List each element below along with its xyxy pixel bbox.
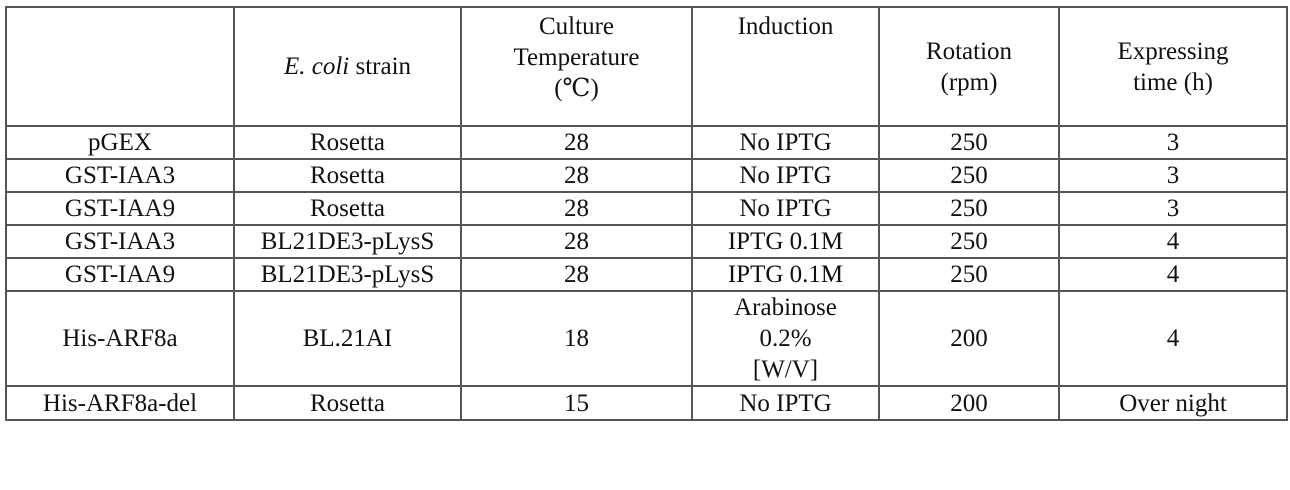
cell-construct: GST-IAA3	[6, 225, 234, 258]
header-strain	[234, 7, 461, 126]
cell-rotation: 250	[879, 258, 1059, 291]
table-row	[6, 386, 1287, 420]
cell-construct: GST-IAA9	[6, 192, 234, 225]
header-expressing-time	[1059, 7, 1287, 126]
header-time-line-2: time (h)	[1133, 68, 1213, 96]
cell-strain: Rosetta	[234, 159, 461, 192]
cell-rotation: 250	[879, 225, 1059, 258]
table-row	[6, 258, 1287, 291]
cell-temp: 28	[461, 192, 692, 225]
header-rotation-line-2: (rpm)	[940, 68, 998, 96]
header-strain-rest: strain	[349, 53, 412, 80]
cell-time: 4	[1059, 258, 1287, 291]
header-strain-italic: E. coli	[283, 53, 350, 80]
cell-temp: 28	[461, 258, 692, 291]
cell-rotation: 200	[879, 291, 1059, 386]
cell-rotation: 250	[879, 192, 1059, 225]
table-row	[6, 291, 1287, 386]
table-row	[6, 225, 1287, 258]
cell-strain: BL21DE3-pLysS	[234, 258, 461, 291]
cell-construct: pGEX	[6, 126, 234, 159]
cell-induction: IPTG 0.1M	[692, 225, 879, 258]
cell-rotation: 250	[879, 159, 1059, 192]
table-row	[6, 192, 1287, 225]
cell-induction: No IPTG	[692, 126, 879, 159]
cell-temp: 28	[461, 159, 692, 192]
cell-temp: 28	[461, 225, 692, 258]
table-row	[6, 159, 1287, 192]
header-temp-line-3: (℃)	[554, 75, 599, 102]
induction-line-2: 0.2%	[759, 325, 812, 352]
cell-strain: BL.21AI	[234, 291, 461, 386]
header-rotation-line-1: Rotation	[925, 37, 1013, 65]
cell-strain: Rosetta	[234, 192, 461, 225]
header-row	[6, 7, 1287, 126]
header-temp-line-2: Temperature	[513, 44, 640, 71]
cell-strain: Rosetta	[234, 126, 461, 159]
cell-time: Over night	[1059, 386, 1287, 420]
header-temp-line-1: Culture	[539, 13, 614, 40]
cell-induction: No IPTG	[692, 192, 879, 225]
cell-construct: His-ARF8a-del	[6, 386, 234, 420]
cell-time: 3	[1059, 192, 1287, 225]
cell-induction: No IPTG	[692, 386, 879, 420]
table-row	[6, 126, 1287, 159]
cell-construct: His-ARF8a	[6, 291, 234, 386]
induction-line-1: Arabinose	[734, 294, 837, 321]
cell-temp: 18	[461, 291, 692, 386]
cell-strain: BL21DE3-pLysS	[234, 225, 461, 258]
header-construct	[6, 7, 234, 126]
cell-time: 3	[1059, 159, 1287, 192]
cell-strain: Rosetta	[234, 386, 461, 420]
cell-induction: IPTG 0.1M	[692, 258, 879, 291]
cell-temp: 28	[461, 126, 692, 159]
cell-construct: GST-IAA9	[6, 258, 234, 291]
header-culture-temperature	[461, 7, 692, 126]
cell-time: 3	[1059, 126, 1287, 159]
cell-construct: GST-IAA3	[6, 159, 234, 192]
induction-line-3: [W/V]	[752, 356, 819, 383]
cell-rotation: 200	[879, 386, 1059, 420]
header-time-line-1: Expressing	[1117, 37, 1229, 65]
header-induction: Induction	[692, 7, 879, 126]
cell-temp: 15	[461, 386, 692, 420]
cell-time: 4	[1059, 225, 1287, 258]
cell-induction	[692, 291, 879, 386]
cell-time: 4	[1059, 291, 1287, 386]
cell-induction: No IPTG	[692, 159, 879, 192]
header-rotation	[879, 7, 1059, 126]
cell-rotation: 250	[879, 126, 1059, 159]
expression-conditions-table	[5, 6, 1288, 421]
